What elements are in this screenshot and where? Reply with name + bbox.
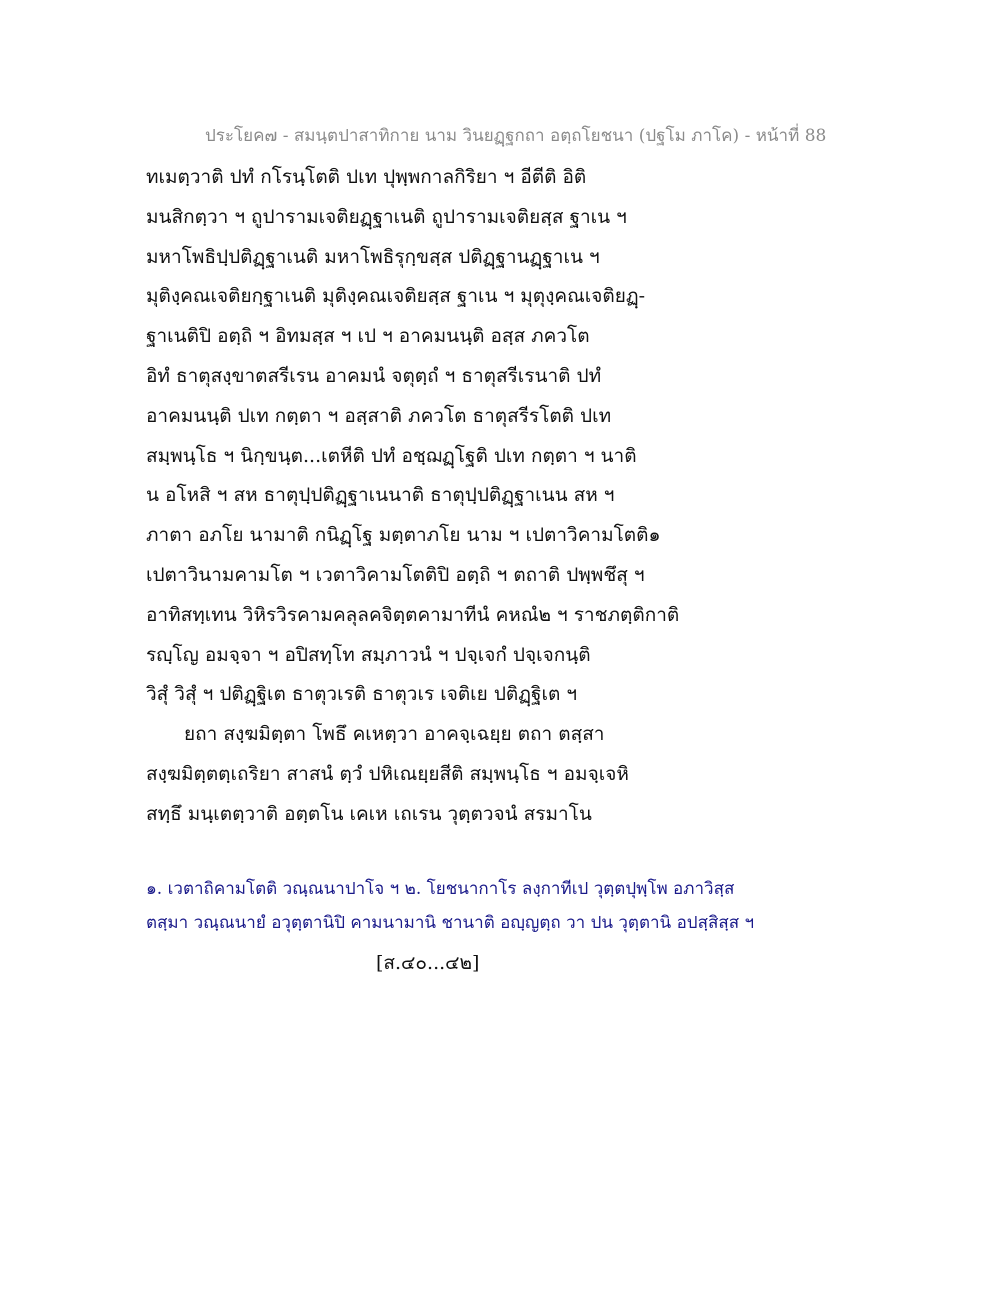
- body-line: มหาโพธิปฺปติฏฺฐาเนติ มหาโพธิรุกฺขสฺส ปติฏฺฐานฏฺฐาเน ฯ: [146, 245, 600, 268]
- body-line: ภาตา อภโย นามาติ กนิฏฺโฐ มตฺตาภโย นาม ฯ เปตาวิคามโตติ๑: [146, 524, 661, 547]
- body-line: วิสุํ วิสุํ ฯ ปติฏฺฐิเต ธาตุวเรติ ธาตุวเร เจติเย ปติฏฺฐิเต ฯ: [146, 683, 578, 706]
- body-line: มนสิกตฺวา ฯ ถูปารามเจติยฏฺฐาเนติ ถูปารามเจติยสฺส ฐาเน ฯ: [146, 205, 627, 228]
- body-line: มุติงฺคณเจติยกฺฐาเนติ มุติงฺคณเจติยสฺส ฐาเน ฯ มุตุงฺคณเจติยฏฺ-: [146, 285, 646, 308]
- running-header: ประโยค๗ - สมนฺตปาสาทิกาย นาม วินยฏฺฐกถา อตฺถโยชนา (ปฐโม ภาโค) - หน้าที่ 88: [205, 126, 827, 146]
- body-line: น อโหสิ ฯ สห ธาตุปฺปติฏฺฐาเนนาติ ธาตุปฺปติฏฺฐาเนน สห ฯ: [146, 484, 615, 507]
- footnote-line: ตสฺมา วณฺณนายํ อวุตฺตานิปิ คามนามานิ ชานาติ อญฺญตฺถ วา ปน วุตฺตานิ อปสฺสิสฺส ฯ: [146, 913, 755, 933]
- body-line: รญฺโญ อมจฺจา ฯ อปิสทฺโท สมฺภาวนํ ฯ ปจฺเจกํ ปจฺเจกนฺติ: [146, 643, 591, 666]
- body-line: อาคมนนฺติ ปเท กตฺตา ฯ อสฺสาติ ภควโต ธาตุสรีรโตติ ปเท: [146, 404, 612, 427]
- body-line: อิทํ ธาตุสงฺขาตสรีเรน อาคมนํ จตุตฺถํ ฯ ธาตุสรีเรนาติ ปทํ: [146, 364, 602, 387]
- footnote-line: ๑. เวตาถิคามโตติ วณฺณนาปาโจ ฯ ๒. โยชนากาโร ลงฺกาทีเป วุตฺตปุพฺโพ อภาวิสฺส: [146, 879, 735, 899]
- page-reference: [ส.๔๐...๔๒]: [376, 952, 480, 974]
- main-text: [146, 158, 866, 835]
- body-line: เปตาวินามคามโต ฯ เวตาวิคามโตติปิ อตฺถิ ฯ ตถาติ ปพฺพชึสุ ฯ: [146, 563, 645, 586]
- body-line: ฐาเนติปิ อตฺถิ ฯ อิทมสฺส ฯ เป ฯ อาคมนนฺติ อสฺส ภควโต: [146, 325, 590, 348]
- body-line-indented: ยถา สงฺฆมิตฺตา โพธึ คเหตฺวา อาคจฺเฉยฺย ตถา ตสฺสา: [184, 723, 605, 746]
- body-line: ทเมตฺวาติ ปทํ กโรนฺโตติ ปเท ปุพฺพกาลกิริยา ฯ อีตีติ อิติ: [146, 166, 587, 188]
- body-line: สทฺธึ มนฺเตตฺวาติ อตฺตโน เคเห เถเรน วุตฺตวจนํ สรมาโน: [146, 802, 592, 825]
- body-line: อาทิสทฺเทน วิหิรวิรคามคลุลคจิตฺตคามาทีนํ คหณํ๒ ฯ ราชภตฺติกาติ: [146, 603, 680, 626]
- body-line: สงฺฆมิตฺตตฺเถริยา สาสนํ ตฺวํ ปหิเณยฺยสีติ สมฺพนฺโธ ฯ อมจฺเจหิ: [146, 762, 629, 785]
- footnotes: [146, 872, 866, 940]
- body-line: สมฺพนฺโธ ฯ นิกฺขนฺต...เตหีติ ปทํ อชฺฌฏฺโฐติ ปเท กตฺตา ฯ นาติ: [146, 444, 637, 467]
